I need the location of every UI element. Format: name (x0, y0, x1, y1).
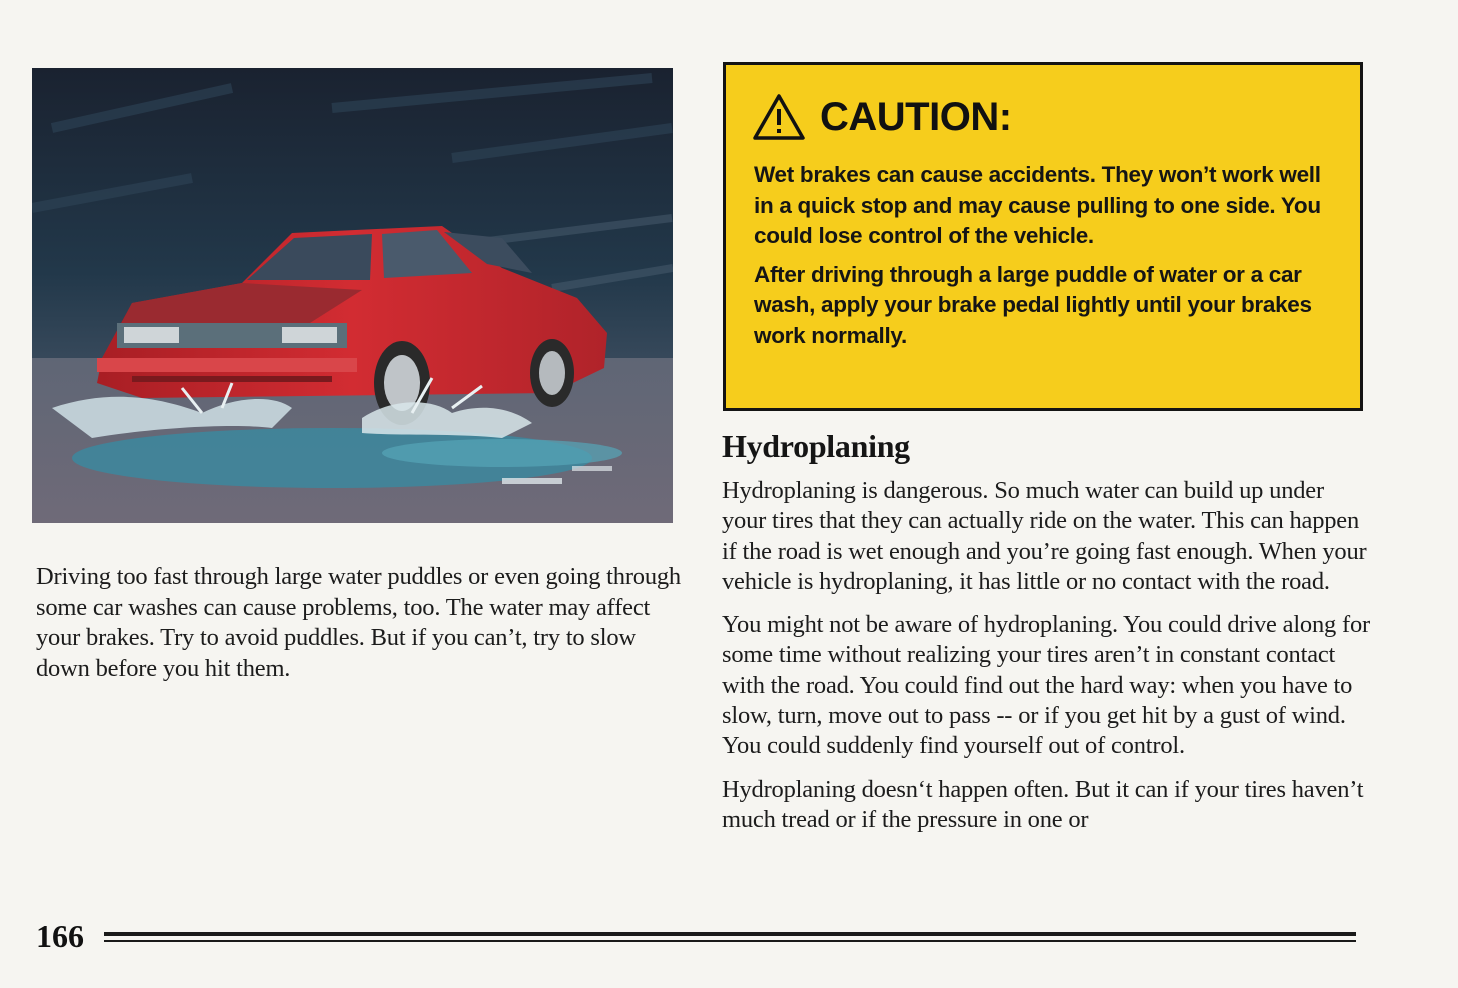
left-column (36, 562, 686, 684)
footer-rule (104, 932, 1356, 944)
hydroplaning-heading: Hydroplaning (722, 428, 910, 464)
caution-box (723, 62, 1363, 411)
warning-triangle-icon (752, 93, 806, 141)
page-number: 166 (36, 918, 84, 954)
caution-header (752, 93, 1012, 141)
caution-body (754, 160, 1344, 359)
car-splash-image (32, 68, 673, 523)
caution-title: CAUTION: (820, 94, 1012, 139)
hydroplaning-section (722, 476, 1372, 848)
footer-rule-thin (104, 940, 1356, 942)
hydroplaning-paragraph-1: Hydroplaning is dangerous. So much water can build up under your tires that they can actually ride on the water. This can happen if the road is wet enough and you’re going fast enough. When your vehicle is hydroplaning, it has little or no contact with the road. (722, 477, 1367, 595)
car-puddle-illustration (32, 68, 673, 523)
caution-paragraph-2: After driving through a large puddle of water or a car wash, apply your brake pedal lightly until your brakes work normally. (754, 261, 1312, 348)
footer-rule-thick (104, 932, 1356, 936)
puddle-paragraph: Driving too fast through large water puddles or even going through some car washes can cause problems, too. The water may affect your brakes. Try to avoid puddles. But if you can’t, try to slow down before you hit them. (36, 563, 681, 682)
hydroplaning-paragraph-2: You might not be aware of hydroplaning. You could drive along for some time without realizing your tires aren’t in constant contact with the road. You could find out the hard way: when you have to slow, turn, move out to pass -- or if you get hit by a gust of wind. You could suddenly find yourself out of control. (722, 611, 1370, 760)
hydroplaning-paragraph-3: Hydroplaning doesn‘t happen often. But it can if your tires haven’t much tread or if the pressure in one or (722, 775, 1364, 833)
caution-paragraph-1: Wet brakes can cause accidents. They won’t work well in a quick stop and may cause pulling to one side. You could lose control of the vehicle. (754, 162, 1321, 248)
